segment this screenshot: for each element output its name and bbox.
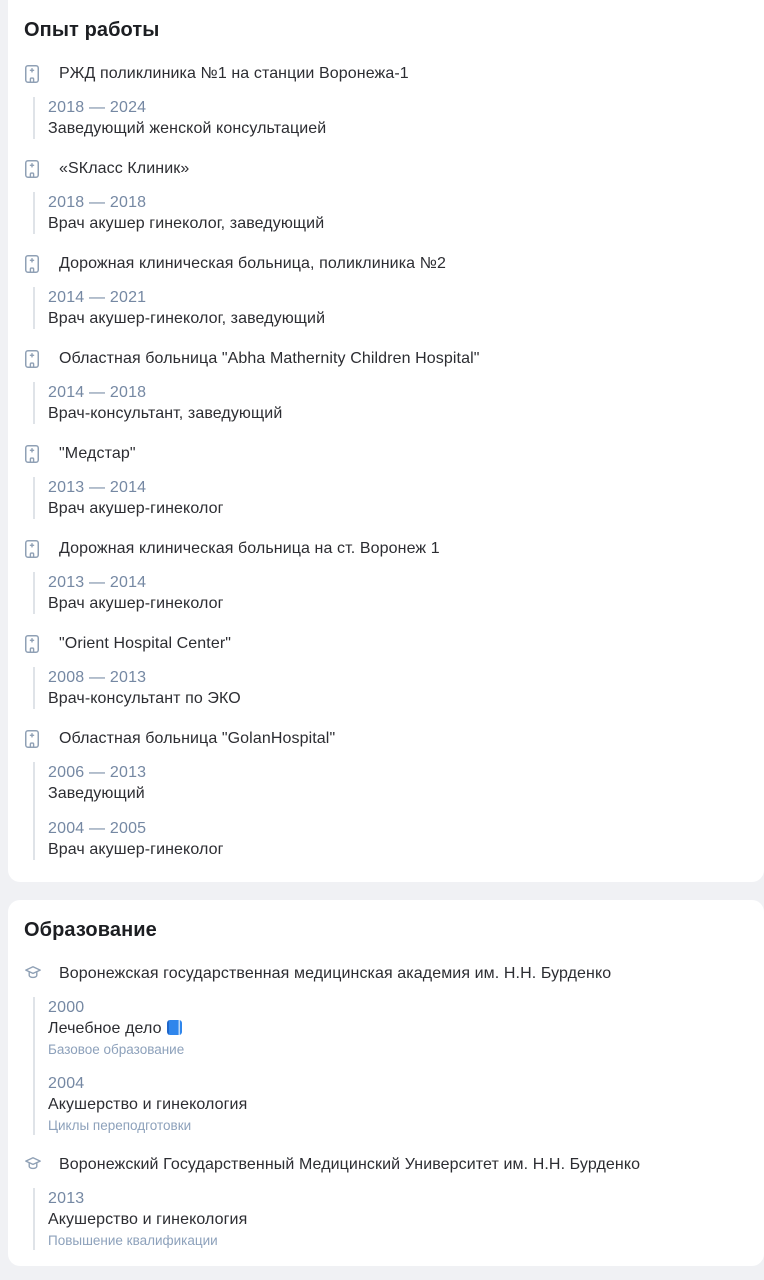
position-title: Заведующий [48, 785, 145, 802]
experience-period [48, 477, 740, 519]
experience-entry [24, 159, 740, 234]
experience-entry [24, 634, 740, 709]
education-year: 2013 [48, 1190, 85, 1207]
education-periods [33, 997, 740, 1135]
position-title: Врач-консультант, заведующий [48, 405, 283, 422]
education-category: Базовое образование [48, 1042, 185, 1057]
program-name: Лечебное дело [48, 1020, 162, 1037]
graduation-cap-icon [24, 1156, 42, 1175]
hospital-building-icon [24, 635, 42, 654]
hospital-building-icon [24, 160, 42, 179]
experience-entry [24, 444, 740, 519]
hospital-building-icon [24, 445, 42, 464]
education-category: Циклы переподготовки [48, 1118, 192, 1133]
organization-name: «SКласс Клиник» [59, 160, 190, 177]
organization-name: Областная больница "Abha Mathernity Children Hospital" [59, 350, 480, 367]
position-title: Врач акушер-гинеколог, заведующий [48, 310, 326, 327]
experience-entry-header [24, 64, 740, 84]
experience-entry [24, 539, 740, 614]
position-title: Врач акушер-гинеколог [48, 500, 224, 517]
education-section-title: Образование [24, 919, 157, 941]
experience-entry-header [24, 634, 740, 654]
hospital-building-icon [24, 65, 42, 84]
organization-name: Областная больница "GolanHospital" [59, 730, 336, 747]
period-years: 2006 — 2013 [48, 764, 147, 781]
institution-name: Воронежский Государственный Медицинский Университет им. Н.Н. Бурденко [59, 1156, 641, 1173]
experience-period [48, 818, 740, 860]
period-years: 2008 — 2013 [48, 669, 147, 686]
organization-name: Дорожная клиническая больница на ст. Воронеж 1 [59, 540, 440, 557]
period-years: 2013 — 2014 [48, 574, 147, 591]
period-years: 2018 — 2018 [48, 194, 147, 211]
education-card [8, 900, 764, 1266]
program-row [48, 1018, 740, 1039]
education-period [48, 1188, 740, 1250]
experience-entry [24, 64, 740, 139]
experience-period [48, 287, 740, 329]
experience-entry [24, 254, 740, 329]
experience-card [8, 0, 764, 882]
hospital-building-icon [24, 255, 42, 274]
education-year: 2000 [48, 999, 85, 1016]
education-period [48, 1073, 740, 1135]
period-years: 2014 — 2018 [48, 384, 147, 401]
experience-section-title: Опыт работы [24, 19, 160, 41]
education-entry-header [24, 964, 740, 984]
experience-entries-list [24, 64, 740, 860]
education-category: Повышение квалификации [48, 1233, 218, 1248]
education-year: 2004 [48, 1075, 85, 1092]
experience-entry-header [24, 349, 740, 369]
education-periods [33, 1188, 740, 1250]
experience-periods [33, 572, 740, 614]
blue-book-emoji [167, 1020, 182, 1035]
position-title: Врач-консультант по ЭКО [48, 690, 241, 707]
experience-periods [33, 667, 740, 709]
experience-periods [33, 382, 740, 424]
experience-entry-header [24, 729, 740, 749]
experience-period [48, 762, 740, 804]
experience-periods [33, 477, 740, 519]
institution-name: Воронежская государственная медицинская академия им. Н.Н. Бурденко [59, 965, 612, 982]
period-years: 2014 — 2021 [48, 289, 147, 306]
experience-entry-header [24, 539, 740, 559]
education-entry-header [24, 1155, 740, 1175]
experience-periods [33, 762, 740, 860]
experience-periods [33, 287, 740, 329]
experience-entry [24, 729, 740, 860]
period-years: 2018 — 2024 [48, 99, 147, 116]
experience-entry-header [24, 254, 740, 274]
experience-period [48, 192, 740, 234]
experience-period [48, 572, 740, 614]
experience-period [48, 382, 740, 424]
experience-entry [24, 349, 740, 424]
experience-entry-header [24, 444, 740, 464]
experience-periods [33, 97, 740, 139]
education-entry [24, 964, 740, 1135]
program-row [48, 1094, 740, 1115]
organization-name: Дорожная клиническая больница, поликлиника №2 [59, 255, 446, 272]
hospital-building-icon [24, 730, 42, 749]
experience-entry-header [24, 159, 740, 179]
program-name: Акушерство и гинекология [48, 1211, 248, 1228]
organization-name: "Медстар" [59, 445, 136, 462]
period-years: 2013 — 2014 [48, 479, 147, 496]
hospital-building-icon [24, 350, 42, 369]
hospital-building-icon [24, 540, 42, 559]
experience-period [48, 97, 740, 139]
education-entries-list [24, 964, 740, 1250]
period-years: 2004 — 2005 [48, 820, 147, 837]
program-name: Акушерство и гинекология [48, 1096, 248, 1113]
position-title: Врач акушер-гинеколог [48, 595, 224, 612]
organization-name: РЖД поликлиника №1 на станции Воронежа-1 [59, 65, 409, 82]
education-period [48, 997, 740, 1059]
position-title: Заведующий женской консультацией [48, 120, 327, 137]
position-title: Врач акушер гинеколог, заведующий [48, 215, 325, 232]
experience-periods [33, 192, 740, 234]
graduation-cap-icon [24, 965, 42, 984]
position-title: Врач акушер-гинеколог [48, 841, 224, 858]
education-entry [24, 1155, 740, 1250]
program-row [48, 1209, 740, 1230]
organization-name: "Orient Hospital Center" [59, 635, 232, 652]
experience-period [48, 667, 740, 709]
